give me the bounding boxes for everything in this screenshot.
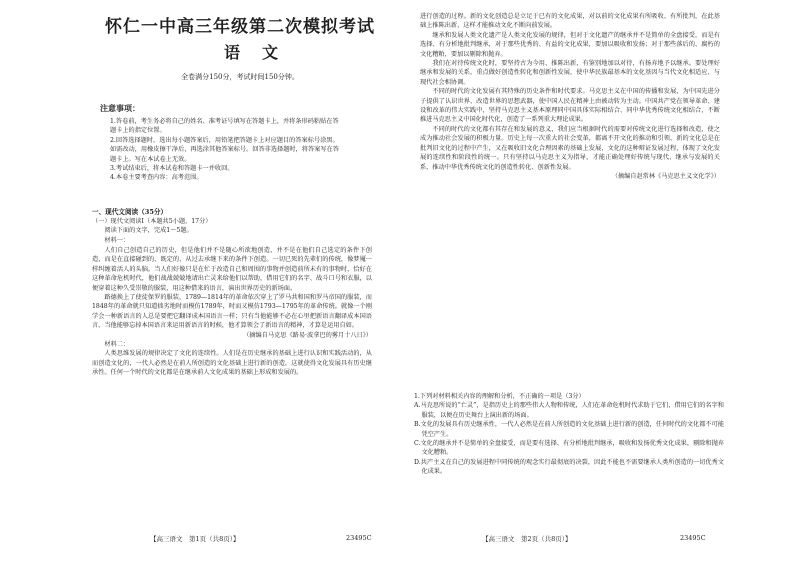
notice-item: 1.答卷前，考生务必将自己的姓名、准考证号填写在答题卡上，并将条形码粘贴在答题卡上的指定位置。	[110, 118, 339, 135]
subject-title: 语文	[223, 43, 300, 62]
paragraph: 不同的时代的文化都有其存在和发展的意义，我们应当根据时代的需要对传统文化进行选择和改造，使之成为推动社会发展的积极力量。历史上每一次重大的社会变革，都离不开文化的推动和引领，新的文化总是在批判旧文化的过程中产生，又在吸收旧文化合理因素的基础上发展，文化的这种辩证发展过程，体现了文化发展的连续性和阶段性的统一。只有坚持以马克思主义为指导，才能正确处理好传统与现代、继承与发展的关系，推动中华优秀传统文化的创造性转化、创新性发展。	[420, 125, 720, 171]
question-stem: 1.下列对材料相关内容的理解和分析，不正确的一项是（3分）	[414, 393, 585, 400]
material-label: 材料一：	[104, 236, 130, 244]
source-citation: （摘编自赵常林《马克思主义文化学》）	[611, 172, 720, 180]
exam-code: 23495C	[680, 534, 706, 542]
page-two	[400, 0, 800, 566]
notice-item: 4.本卷主要考查内容：高考范围。	[110, 174, 203, 182]
option-c: C.文化的继承并不是简单的全盘接受，而是要有选择、有分析地批判继承，吸收和发扬优秀文化成果，剔除和抛弃文化糟粕。	[414, 440, 724, 457]
notice-list	[110, 117, 340, 183]
page-footer: 【高三语文 第1页（共8页）】	[150, 535, 240, 543]
question-block	[414, 392, 724, 477]
option-list	[414, 401, 724, 476]
subsection-heading: （一）现代文阅读Ⅰ（本题共5小题，17分）	[92, 218, 212, 225]
paragraph: 我们在对待传统文化时，要坚持古为今用、推陈出新，有鉴别地加以对待，有扬弃地予以继承。要处理好继承和发展的关系，重点做好创造性转化和创新性发展，使中华民族最基本的文化基因与当代文化相适应、与现代社会相协调。	[420, 60, 720, 86]
paragraph: 路德换上了使徒保罗的服装，1789—1814年的革命依次穿上了罗马共和国和罗马帝国的服装，而1848年的革命就只知道拙劣地时而模仿1789年，时而又模仿1793—1795年的革命传统。就像一个刚学会一种新语言的人总是要把它翻译成本国语言一样；只有当他能够不必在心里把新语言翻译成本国语言，当他能够忘掉本国语言来运用新语言的时候，他才算领会了新语言的精神，才算是运用自如。	[92, 294, 372, 330]
paragraph: 继承和发展人类文化遗产是人类文化发展的规律，但对于文化遗产的继承并不是简单的全盘接受，而是有选择、有分析地批判继承，对于那些优秀的、有益的文化成果，要加以吸收和发扬；对于那些落后的、腐朽的文化糟粕，要加以剔除和抛弃。	[420, 31, 720, 58]
exam-info: 全卷满分150分，考试时间150分钟。	[181, 73, 299, 81]
exam-code: 23495C	[346, 534, 372, 542]
paragraph: 人类思维发展的规律决定了文化的连续性。人们是在历史继承的基础上进行认识和实践活动的，从而创造文化的，一代人必然是在前人所创造的文化基础上进行新的创造，这就使得文化发展具有历史继承性。任何一个时代的文化都是在继承前人文化成果的基础上形成和发展的。	[92, 350, 372, 377]
paragraph: 人们自己创造自己的历史，但是他们并不是随心所欲地创造，并不是在他们自己选定的条件下创造，而是在直接碰到的、既定的、从过去承继下来的条件下创造。一切已死的先辈们的传统，像梦魇一样纠缠着活人的头脑。当人们好像只是在忙于改造自己和周围的事物并创造前所未有的事物时，恰好在这种革命危机时代，他们战战兢兢地请出亡灵来给他们以帮助，借用它们的名字、战斗口号和衣服，以便穿着这种久受崇敬的服装，用这种借来的语言，演出世界历史的新场面。	[92, 247, 372, 292]
paragraph: 进行创造的过程。新的文化创造总是立足于已有的文化成果，对以前的文化成果有所吸收、有所批判，在此基础上推陈出新，这样才能推动文化不断向前发展。	[420, 13, 720, 30]
section-heading: 一、现代文阅读（35分）	[92, 208, 168, 216]
notice-heading: 注意事项：	[100, 103, 140, 113]
section-intro	[92, 217, 372, 245]
material-one	[92, 246, 372, 378]
material-two-continued	[420, 12, 720, 181]
option-a: A.马克思所说的“亡灵”，是指历史上的那些伟大人物和传统，人们在革命危机时代求助于它们，借用它们的名字和服装，以便在历史舞台上演出新的场面。	[414, 402, 724, 419]
source-citation: （摘编自马克思《路易·波拿巴的雾月十八日》）	[243, 331, 372, 339]
instruction-text: 阅读下面的文字，完成1～5题。	[104, 227, 193, 235]
option-b: B.文化的发展具有历史继承性，一代人必然是在前人所创造的文化基础上进行新的创造，任何时代的文化都不可能凭空产生。	[414, 421, 724, 438]
exam-title: 怀仁一中高三年级第二次模拟考试	[105, 17, 375, 37]
paragraph: 不同的时代的文化发展有其特殊的历史条件和时代要求。马克思主义在中国的传播和发展，为中国先进分子提供了认识世界、改造世界的思想武器，使中国人民在精神上由被动转为主动。中国共产党在领导革命、建设和改革的伟大实践中，坚持马克思主义基本原理同中国具体实际相结合、同中华优秀传统文化相结合，不断推进马克思主义中国化时代化，创造了一系列重大理论成果。	[420, 88, 720, 124]
material-label: 材料二：	[104, 341, 130, 349]
notice-item: 2.回答选择题时，选出每小题答案后，用铅笔把答题卡上对应题目的答案标号涂黑。如需改动，用橡皮擦干净后，再选涂其他答案标号。回答非选择题时，将答案写在答题卡上。写在本试卷上无效。	[110, 136, 339, 163]
notice-item: 3.考试结束后，将本试卷和答题卡一并收回。	[110, 165, 234, 173]
page-footer: 【高三语文 第2页（共8页）】	[482, 535, 572, 543]
option-d: D.共产主义在自己的发展进程中同传统的观念实行最彻底的决裂，因此不能也不需要继承人类所创造的一切优秀文化成果。	[414, 458, 724, 476]
